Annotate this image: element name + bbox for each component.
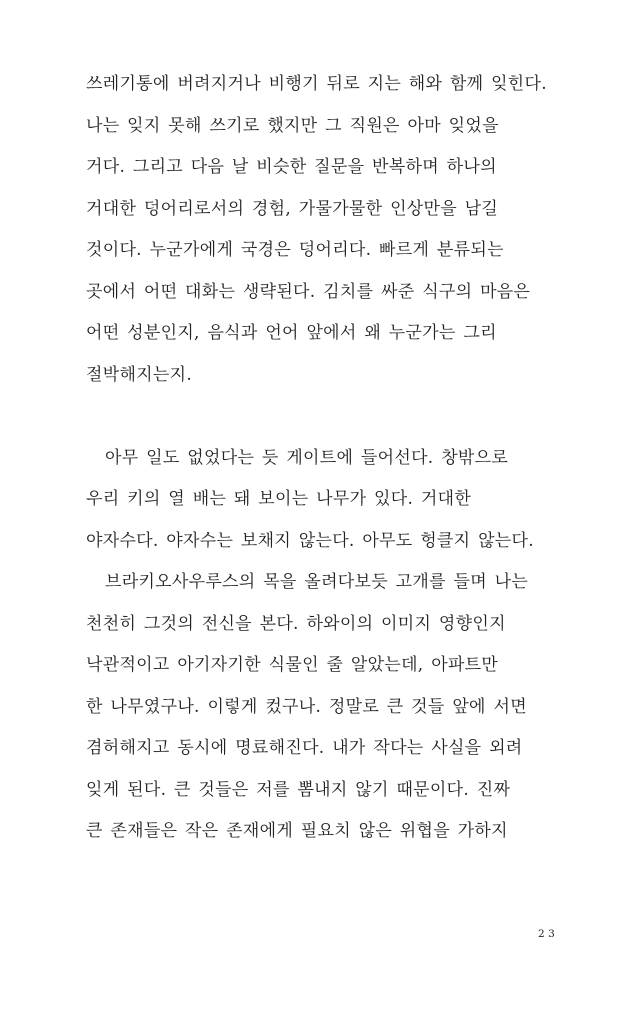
text-line: 곳에서 어떤 대화는 생략된다. 김치를 싸준 식구의 마음은 <box>86 281 531 302</box>
body-text <box>86 64 546 853</box>
paragraph <box>86 438 546 563</box>
text-line: 야자수다. 야자수는 보채지 않는다. 아무도 헝클지 않는다. <box>86 530 534 551</box>
text-line: 잊게 된다. 큰 것들은 저를 뽐내지 않기 때문이다. 진짜 <box>86 779 511 800</box>
text-line: 브라키오사우루스의 목을 올려다보듯 고개를 들며 나는 <box>105 572 529 592</box>
text-line: 아무 일도 없었다는 듯 게이트에 들어선다. 창밖으로 <box>105 447 509 468</box>
paragraph <box>86 64 546 396</box>
paragraph-spacer <box>86 396 546 438</box>
text-line: 것이다. 누군가에게 국경은 덩어리다. 빠르게 분류되는 <box>86 240 504 260</box>
text-line: 큰 존재들은 작은 존재에게 필요치 않은 위협을 가하지 <box>86 821 508 841</box>
page-number: 23 <box>538 928 559 940</box>
text-line: 거다. 그리고 다음 날 비슷한 질문을 반복하며 하나의 <box>86 157 497 177</box>
text-line: 거대한 덩어리로서의 경험, 가물가물한 인상만을 남길 <box>86 198 499 219</box>
text-line: 천천히 그것의 전신을 본다. 하와이의 이미지 영향인지 <box>86 613 506 634</box>
text-line: 낙관적이고 아기자기한 식물인 줄 알았는데, 아파트만 <box>86 655 499 675</box>
text-line: 어떤 성분인지, 음식과 언어 앞에서 왜 누군가는 그리 <box>86 323 497 343</box>
paragraph <box>86 562 546 853</box>
text-line: 쓰레기통에 버려지거나 비행기 뒤로 지는 해와 함께 잊힌다. <box>86 74 547 94</box>
text-line: 겸허해지고 동시에 명료해진다. 내가 작다는 사실을 외려 <box>86 738 523 758</box>
text-line: 우리 키의 열 배는 돼 보이는 나무가 있다. 거대한 <box>86 489 472 509</box>
text-line: 한 나무였구나. 이렇게 컸구나. 정말로 큰 것들 앞에 서면 <box>86 696 527 717</box>
text-line: 나는 잊지 못해 쓰기로 했지만 그 직원은 아마 잊었을 <box>86 115 499 136</box>
text-line: 절박해지는지. <box>86 364 193 385</box>
